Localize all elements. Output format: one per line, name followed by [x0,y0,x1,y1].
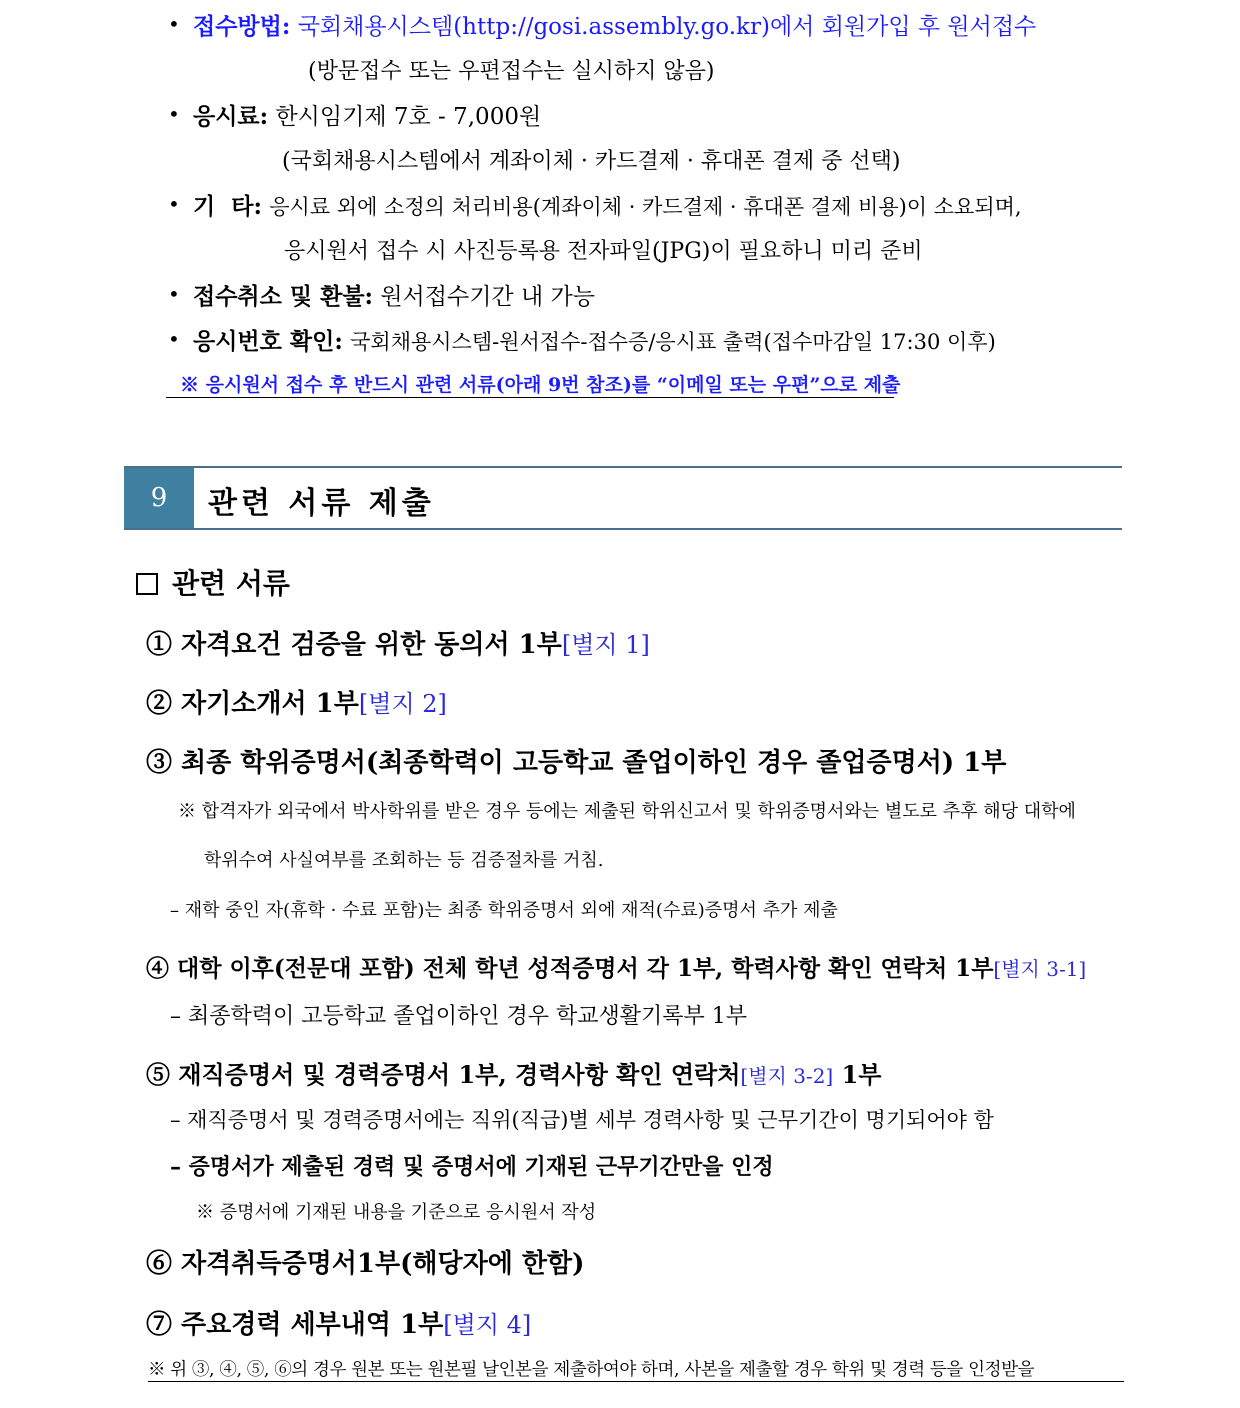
doc-item-5-ref: [별지 3-2] [740,1064,834,1088]
bullet-dot: • [168,327,180,351]
doc-item-2 [146,683,447,720]
notice-underline [166,397,894,398]
doc-item-3-sub: – 재학 중인 자(휴학 · 수료 포함)는 최종 학위증명서 외에 재적(수료)증명서 추가 제출 [170,900,838,921]
notice-text: ※ 응시원서 접수 후 반드시 관련 서류(아래 9번 참조)를 “이메일 또는 우편”으로 제출 [180,374,901,396]
bullet-dot: • [168,12,180,36]
doc-item-4 [146,950,1086,983]
doc-item-4-ref: [별지 3-1] [993,957,1087,981]
doc-item-3: ③ 최종 학위증명서(최종학력이 고등학교 졸업이하인 경우 졸업증명서) 1부 [146,748,1007,778]
doc-item-4-text: ④ 대학 이후(전문대 포함) 전체 학년 성적증명서 각 1부, 학력사항 확인 연락처 1부 [146,955,994,982]
section-header [124,466,1122,530]
doc-item-3-note1: ※ 합격자가 외국에서 박사학위를 받은 경우 등에는 제출된 학위신고서 및 학위증명서와는 별도로 추후 해당 대학에 [178,801,1076,822]
doc-item-3-note2: 학위수여 사실여부를 조회하는 등 검증절차를 거침. [204,850,604,871]
doc-item-5-tail: 1부 [841,1060,882,1089]
number-text: 국회채용시스템-원서접수-접수증/응시표 출력(접수마감일 17:30 이후) [350,330,996,354]
doc-item-5 [146,1055,881,1090]
apply-method-note: (방문접수 또는 우편접수는 실시하지 않음) [308,59,715,84]
etc-label: 기 타: [193,193,262,220]
bottom-note-underline [148,1381,1124,1382]
etc-text: 응시료 외에 소정의 처리비용(계좌이체 · 카드결제 · 휴대폰 결제 비용)이 소요되며, [269,195,1022,219]
doc-item-1-text: ① 자격요건 검증을 위한 동의서 1부 [146,630,562,660]
cancel-label: 접수취소 및 환불: [193,283,374,310]
etc-line [193,188,1022,221]
doc-item-4-sub: – 최종학력이 고등학교 졸업이하인 경우 학교생활기록부 1부 [170,1004,748,1029]
doc-item-6: ⑥ 자격취득증명서1부(해당자에 한함) [146,1249,585,1279]
number-label: 응시번호 확인: [193,328,343,355]
docs-heading-line [136,562,290,602]
apply-method-line [193,8,1036,41]
doc-item-5-note: ※ 증명서에 기재된 내용을 기준으로 응시원서 작성 [196,1202,597,1223]
doc-item-7 [146,1304,531,1341]
docs-heading: 관련 서류 [172,567,290,600]
fee-note: (국회채용시스템에서 계좌이체 · 카드결제 · 휴대폰 결제 중 선택) [282,149,901,174]
bullet-dot: • [168,102,180,126]
doc-item-2-text: ② 자기소개서 1부 [146,689,359,719]
section-number: 9 [124,468,194,528]
cancel-line [193,278,595,311]
bottom-note: ※ 위 ③, ④, ⑤, ⑥의 경우 원본 또는 원본필 날인본을 제출하여야 하며, 사본을 제출할 경우 학위 및 경력 등을 인정받을 [148,1360,1035,1380]
fee-label: 응시료: [193,103,269,130]
apply-method-label: 접수방법: [193,13,291,40]
number-line [193,323,996,356]
fee-text: 한시임기제 7호 - 7,000원 [275,104,542,130]
doc-item-7-text: ⑦ 주요경력 세부내역 1부 [146,1310,444,1340]
bullet-dot: • [168,192,180,216]
doc-item-7-ref: [별지 4] [443,1311,532,1339]
doc-item-5-sub1: – 재직증명서 및 경력증명서에는 직위(직급)별 세부 경력사항 및 근무기간이 명기되어야 함 [170,1108,994,1132]
doc-item-2-ref: [별지 2] [358,690,447,718]
bullet-dot: • [168,282,180,306]
fee-line [193,98,541,131]
etc-text2: 응시원서 접수 시 사진등록용 전자파일(JPG)이 필요하니 미리 준비 [284,239,923,264]
doc-item-1-ref: [별지 1] [561,631,650,659]
doc-item-1 [146,624,650,661]
section-title: 관련 서류 제출 [208,486,435,521]
apply-method-text: 국회채용시스템(http://gosi.assembly.go.kr)에서 회원가입 후 원서접수 [297,14,1037,40]
doc-item-5-sub2: – 증명서가 제출된 경력 및 증명서에 기재된 근무기간만을 인정 [170,1154,774,1180]
doc-item-5-text: ⑤ 재직증명서 및 경력증명서 1부, 경력사항 확인 연락처 [146,1060,741,1089]
cancel-text: 원서접수기간 내 가능 [380,284,595,310]
checkbox-icon [136,573,158,595]
